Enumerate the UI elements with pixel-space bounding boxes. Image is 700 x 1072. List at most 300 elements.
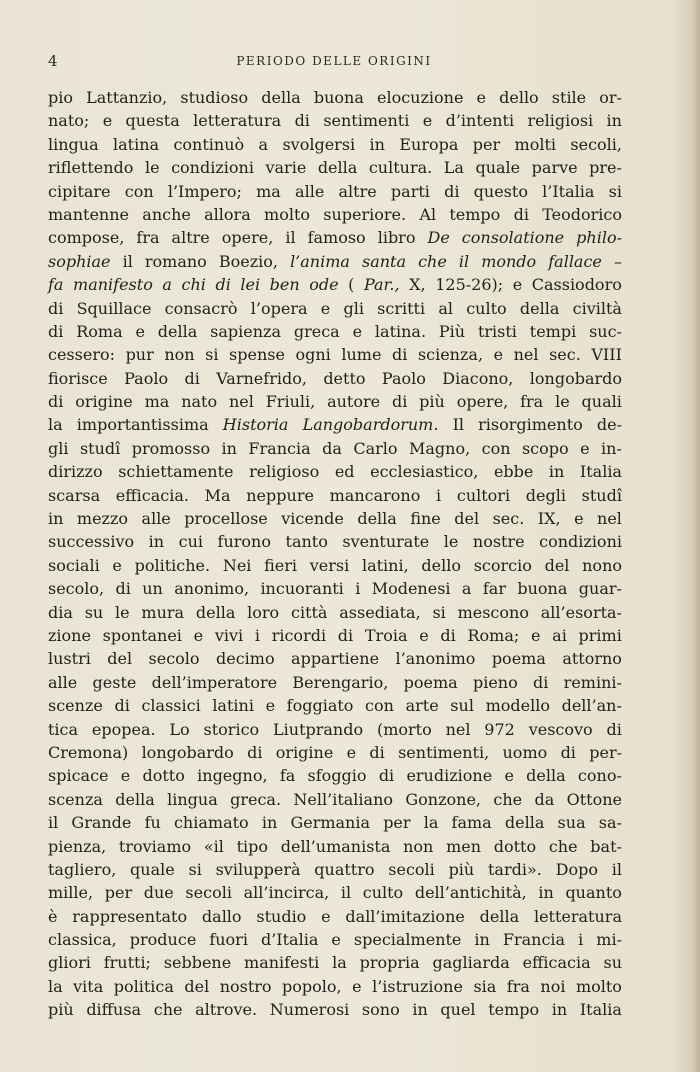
- word: scenza: [48, 789, 103, 809]
- word: l’istruzione: [372, 976, 463, 996]
- word: VIII: [591, 345, 622, 365]
- word: autore: [327, 392, 381, 412]
- word: Paolo: [381, 368, 426, 388]
- word: promosso: [131, 438, 211, 458]
- italic-word: manifesto: [73, 275, 153, 295]
- word: Lo: [169, 719, 190, 739]
- word: classica,: [48, 930, 117, 950]
- word: manifesti: [244, 953, 320, 973]
- word: dello: [421, 555, 461, 575]
- word: ma: [256, 181, 281, 201]
- word: lustri: [48, 649, 91, 669]
- text-line: [48, 86, 622, 109]
- text-line: [48, 390, 622, 413]
- word: di: [48, 298, 64, 318]
- word: dia: [48, 602, 73, 622]
- word: primi: [578, 625, 622, 645]
- word: di: [533, 672, 549, 692]
- word: quel: [440, 1000, 476, 1020]
- word: da: [322, 438, 342, 458]
- word: sa-: [598, 813, 622, 833]
- word: più: [419, 392, 445, 412]
- word: sventurate: [342, 532, 430, 552]
- italic-word: Langobardorum.: [302, 415, 439, 435]
- word: città: [290, 602, 328, 622]
- word: anonimo,: [174, 579, 250, 599]
- word: efficacia: [522, 953, 591, 973]
- word: [418, 250, 447, 273]
- word: Teodorico: [542, 204, 622, 224]
- word: rappresentato: [72, 906, 188, 926]
- word: procellose: [184, 509, 268, 529]
- word: che: [548, 836, 578, 856]
- word: modello: [485, 696, 550, 716]
- word: superiore.: [323, 204, 407, 224]
- word: cono-: [577, 766, 622, 786]
- word: [290, 250, 350, 273]
- word: a: [258, 134, 269, 154]
- text-line: [48, 881, 622, 904]
- word: Berengario,: [292, 672, 389, 692]
- word: [48, 273, 63, 296]
- word: questo: [473, 181, 528, 201]
- word: studioso: [180, 88, 249, 107]
- word: l’Impero;: [167, 181, 242, 201]
- word: i: [355, 579, 361, 599]
- italic-word: fallace: [548, 251, 602, 271]
- word: Troia: [364, 625, 408, 645]
- text-line: [48, 975, 622, 998]
- word: di: [560, 742, 576, 762]
- word: Francia: [502, 930, 566, 950]
- word: classici: [141, 696, 201, 716]
- word: Dopo: [555, 859, 598, 879]
- word: arte: [405, 696, 439, 716]
- word: Diacono,: [442, 368, 514, 388]
- word: tardi».: [488, 859, 542, 879]
- word: epopea.: [91, 719, 156, 739]
- word: in: [221, 438, 237, 458]
- word: [73, 273, 153, 296]
- word: versi: [309, 555, 350, 575]
- word: detto: [323, 368, 366, 388]
- word: la: [423, 813, 439, 833]
- word: studî: [79, 438, 121, 458]
- word: della: [157, 321, 198, 341]
- word: sebbene: [163, 953, 232, 973]
- word: spense: [229, 345, 285, 365]
- text-line: [48, 484, 622, 507]
- word: pur: [125, 345, 154, 365]
- word: di: [294, 111, 310, 131]
- text-line: [48, 694, 622, 717]
- word: nostre: [472, 532, 525, 552]
- word: lingua: [167, 789, 218, 809]
- word: mura: [141, 602, 185, 622]
- word: e: [112, 555, 122, 575]
- word: Il: [452, 415, 464, 435]
- word: e: [352, 976, 362, 996]
- word: sfoggio: [307, 766, 367, 786]
- word: mezzo: [76, 509, 129, 529]
- word: or-: [599, 88, 622, 107]
- word: fiorisce: [48, 368, 108, 388]
- word: storico: [203, 719, 260, 739]
- word: vescovo: [528, 719, 593, 739]
- word: a: [461, 579, 472, 599]
- word: in: [538, 883, 554, 903]
- text-line: [48, 343, 622, 366]
- word: tanto: [285, 532, 328, 552]
- word: della: [479, 906, 520, 926]
- word: frutti;: [103, 953, 151, 973]
- word: tempi: [529, 321, 577, 341]
- italic-word: mondo: [481, 251, 537, 271]
- word: [303, 413, 439, 436]
- word: uomo: [502, 742, 548, 762]
- word: sono: [361, 1000, 400, 1020]
- italic-word: santa: [362, 251, 407, 271]
- word: IX,: [537, 509, 561, 529]
- word: Squillace: [76, 298, 152, 318]
- word: La: [443, 158, 464, 178]
- word: e: [321, 906, 331, 926]
- word: religioso: [249, 462, 320, 482]
- word: fine: [410, 509, 441, 529]
- word: di: [444, 181, 460, 201]
- word: in: [261, 813, 278, 833]
- word: quale: [130, 859, 175, 879]
- word: specialmente: [353, 930, 462, 950]
- word: cessero:: [48, 345, 115, 365]
- word: secoli: [388, 859, 435, 879]
- word: latina.: [374, 321, 427, 341]
- word: efficacia.: [115, 485, 189, 505]
- word: secolo: [148, 649, 200, 669]
- word: fama: [451, 813, 492, 833]
- word: dell’an-: [561, 696, 622, 716]
- word: X,: [409, 275, 426, 295]
- word: [364, 273, 400, 296]
- word: del: [184, 976, 210, 996]
- word: e: [135, 321, 145, 341]
- page-edge-shadow: [692, 0, 700, 1072]
- word: Europa: [399, 134, 459, 154]
- word: le: [115, 602, 130, 622]
- word: spontanei: [102, 625, 182, 645]
- word: latini: [212, 696, 254, 716]
- word: cipitare: [48, 181, 111, 201]
- word: Francia: [248, 438, 311, 458]
- word: e: [512, 275, 523, 295]
- word: nono: [582, 555, 622, 575]
- word: libro: [377, 228, 416, 248]
- word: il: [340, 883, 352, 903]
- word: Italia: [579, 462, 622, 482]
- word: Boezio,: [218, 251, 278, 271]
- word: neppure: [246, 485, 314, 505]
- word: sociali: [48, 555, 100, 575]
- word: svolgersi: [282, 134, 356, 154]
- word: il: [611, 859, 622, 879]
- word: e: [530, 625, 541, 645]
- word: ricordi: [271, 625, 327, 645]
- word: [48, 250, 111, 273]
- word: per: [383, 813, 411, 833]
- word: i: [436, 485, 442, 505]
- word: anche: [142, 204, 191, 224]
- body-text: [48, 86, 622, 1022]
- word: famoso: [307, 228, 366, 248]
- word: –: [613, 251, 622, 271]
- word: Italia: [579, 1000, 622, 1020]
- text-line: [48, 297, 622, 320]
- italic-word: sophiae: [48, 251, 111, 271]
- text-line: [48, 928, 622, 951]
- word: da: [534, 789, 555, 809]
- word: la: [332, 953, 347, 973]
- word: mille,: [48, 883, 94, 903]
- word: [459, 250, 469, 273]
- word: de-: [596, 415, 622, 435]
- word: scarsa: [48, 485, 101, 505]
- text-line: [48, 788, 622, 811]
- word: scritti: [377, 298, 426, 318]
- word: gli: [343, 298, 364, 318]
- word: e: [580, 438, 590, 458]
- word: in: [148, 532, 165, 552]
- word: che: [153, 1000, 183, 1020]
- word: di: [114, 696, 130, 716]
- word: molto: [575, 976, 622, 996]
- word: lume: [341, 345, 382, 365]
- word: in: [412, 1000, 428, 1020]
- word: letteratura: [533, 906, 622, 926]
- word: della: [261, 88, 301, 107]
- text-line: [48, 460, 622, 483]
- word: Liutprando: [273, 719, 364, 739]
- word: poema: [491, 649, 546, 669]
- word: del: [454, 509, 480, 529]
- word: sia: [473, 976, 497, 996]
- word: parti: [390, 181, 430, 201]
- text-line: [48, 858, 622, 881]
- word: e: [476, 88, 486, 107]
- word: continuò: [173, 134, 245, 154]
- word: condizioni: [171, 158, 254, 178]
- word: e: [346, 742, 357, 762]
- word: [576, 226, 622, 249]
- word: di: [513, 204, 529, 224]
- word: Cremona): [48, 742, 129, 762]
- text-line: [48, 811, 622, 834]
- word: studî: [581, 485, 622, 505]
- text-line: [48, 367, 622, 390]
- word: ingegno,: [197, 766, 268, 786]
- word: ai: [552, 625, 567, 645]
- word: remini-: [563, 672, 622, 692]
- word: e: [419, 625, 429, 645]
- word: far: [482, 579, 506, 599]
- word: si: [188, 859, 202, 879]
- word: dell’imperatore: [151, 672, 278, 692]
- word: il: [48, 813, 59, 833]
- italic-word: di: [215, 275, 231, 295]
- word: fu: [144, 813, 161, 833]
- word: e: [320, 298, 331, 318]
- word: fra: [520, 392, 544, 412]
- word: Varnefrido,: [216, 368, 307, 388]
- word: su: [84, 602, 104, 622]
- text-line: [48, 250, 622, 273]
- word: ecclesiastico,: [370, 462, 479, 482]
- word: Roma: [76, 321, 123, 341]
- word: pieno: [472, 672, 518, 692]
- word: erudizione: [406, 766, 493, 786]
- word: stile: [551, 88, 587, 107]
- word: studio: [256, 906, 307, 926]
- word: e: [193, 625, 204, 645]
- word: [362, 250, 406, 273]
- word: di: [115, 579, 131, 599]
- word: alle: [141, 509, 171, 529]
- word: Roma;: [467, 625, 520, 645]
- italic-word: consolatione: [461, 228, 565, 248]
- word: geste: [92, 672, 137, 692]
- word: [481, 250, 536, 273]
- word: degli: [525, 485, 566, 505]
- word: con: [481, 438, 511, 458]
- word: nostro: [219, 976, 272, 996]
- word: tempo: [449, 204, 501, 224]
- word: in: [369, 134, 385, 154]
- word: fieri: [264, 555, 298, 575]
- word: dello: [499, 88, 539, 107]
- word: scopo: [521, 438, 569, 458]
- word: letteratura: [193, 111, 282, 131]
- word: tica: [48, 719, 79, 739]
- word: molto: [264, 204, 310, 224]
- word: mi-: [596, 930, 622, 950]
- word: compose,: [48, 228, 125, 248]
- word: con: [365, 696, 394, 716]
- word: [309, 273, 338, 296]
- word: Ottone: [566, 789, 622, 809]
- word: più: [448, 859, 475, 879]
- word: guar-: [578, 579, 622, 599]
- word: per-: [589, 742, 622, 762]
- italic-word: il: [458, 251, 470, 271]
- word: appartiene: [291, 649, 380, 669]
- word: Magno,: [408, 438, 471, 458]
- word: svilupperà: [215, 859, 301, 879]
- word: fra: [136, 228, 160, 248]
- word: opere,: [221, 228, 274, 248]
- word: «il: [203, 836, 224, 856]
- word: non: [403, 836, 434, 856]
- word: dirizzo: [48, 462, 103, 482]
- word: d’intenti: [445, 111, 515, 131]
- word: tipo: [236, 836, 269, 856]
- word: elocuzione: [376, 88, 464, 107]
- word: opere,: [456, 392, 509, 412]
- word: più: [48, 1000, 74, 1020]
- word: alle: [48, 672, 78, 692]
- word: nel: [228, 392, 254, 412]
- word: incuoranti: [260, 579, 344, 599]
- word: è: [48, 906, 58, 926]
- text-line: [48, 671, 622, 694]
- word: politica: [113, 976, 174, 996]
- word: ed: [334, 462, 355, 482]
- word: civiltà: [572, 298, 622, 318]
- word: altrove.: [195, 1000, 258, 1020]
- word: di: [391, 392, 408, 412]
- word: lingua: [48, 134, 99, 154]
- word: in: [548, 462, 565, 482]
- word: Numerosi: [269, 1000, 350, 1020]
- text-line: [48, 718, 622, 741]
- word: fuori: [209, 930, 248, 950]
- word: vivi: [214, 625, 244, 645]
- word: culto: [466, 298, 507, 318]
- word: all’incirca,: [243, 883, 330, 903]
- word: le: [144, 158, 160, 178]
- word: la: [48, 415, 63, 435]
- word: buona: [313, 88, 364, 107]
- word: e: [493, 345, 504, 365]
- word: nato;: [48, 111, 90, 131]
- word: in: [474, 930, 490, 950]
- text-line: [48, 951, 622, 974]
- word: fra: [506, 976, 530, 996]
- word: sapienza: [210, 321, 281, 341]
- text-line: [48, 998, 622, 1021]
- word: Più: [438, 321, 466, 341]
- word: dotto: [493, 836, 537, 856]
- word: latina: [113, 134, 160, 154]
- text-line: [48, 180, 622, 203]
- word: della: [519, 298, 560, 318]
- word: [240, 273, 260, 296]
- word: scenze: [48, 696, 103, 716]
- text-line: [48, 413, 622, 436]
- word: scorcio: [473, 555, 532, 575]
- text-line: [48, 577, 622, 600]
- word: e: [574, 509, 584, 529]
- word: popolo,: [282, 976, 342, 996]
- word: loro: [247, 602, 280, 622]
- text-line: [48, 905, 622, 928]
- word: si: [432, 602, 446, 622]
- word: men: [446, 836, 482, 856]
- page-header: [48, 52, 620, 74]
- word: greca: [293, 321, 340, 341]
- word: della: [195, 602, 236, 622]
- word: foggiato: [286, 696, 354, 716]
- word: [215, 273, 230, 296]
- word: l’anonimo: [395, 649, 476, 669]
- word: cui: [178, 532, 203, 552]
- word: fa: [279, 766, 296, 786]
- italic-word: De: [427, 228, 450, 248]
- word: consacrò: [164, 298, 238, 318]
- word: attorno: [562, 649, 622, 669]
- word: in: [606, 111, 622, 131]
- word: politiche.: [134, 555, 211, 575]
- text-line: [48, 601, 622, 624]
- word: culto: [362, 883, 404, 903]
